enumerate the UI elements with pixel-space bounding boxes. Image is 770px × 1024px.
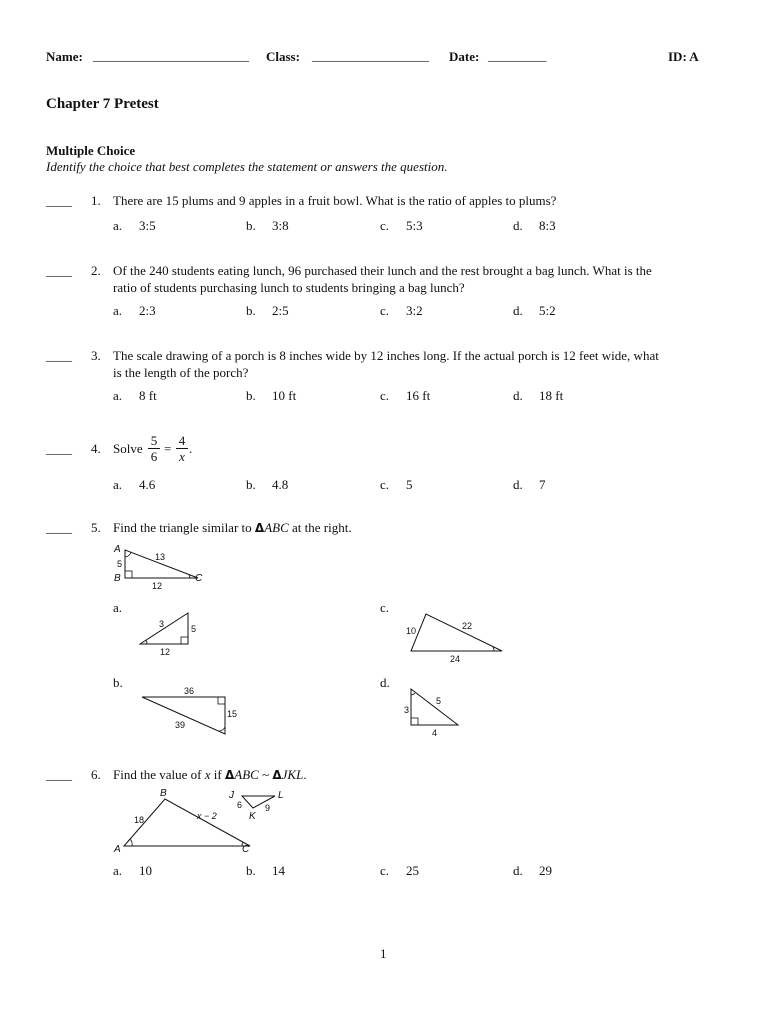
option-b[interactable] bbox=[246, 388, 296, 404]
question-text-line1: The scale drawing of a porch is 8 inches wide by 12 inches long. If the actual porch is 12 feet wide, what bbox=[113, 348, 659, 363]
option-text: 2:3 bbox=[139, 303, 156, 318]
triangle-name: ABC bbox=[264, 520, 289, 535]
choice-a-triangle[interactable] bbox=[135, 610, 215, 660]
option-text: 3:5 bbox=[139, 218, 156, 233]
vertex-l-label: L bbox=[278, 790, 284, 801]
similar-symbol: ~ bbox=[262, 767, 270, 782]
option-a[interactable] bbox=[113, 388, 157, 404]
option-text: 3:8 bbox=[272, 218, 289, 233]
option-letter: d. bbox=[513, 477, 523, 492]
vertex-b-label: B bbox=[114, 573, 121, 584]
option-letter: d. bbox=[513, 218, 523, 233]
vertex-c-label: C bbox=[242, 844, 250, 855]
page-title: Chapter 7 Pretest bbox=[46, 96, 159, 112]
option-text: 29 bbox=[539, 863, 552, 878]
answer-blank[interactable]: ____ bbox=[46, 767, 72, 782]
side-label: 13 bbox=[155, 552, 166, 562]
date-blank[interactable]: _________ bbox=[488, 48, 547, 63]
option-letter: c. bbox=[380, 863, 390, 878]
option-letter: c. bbox=[380, 388, 390, 403]
side-label: 5 bbox=[117, 559, 123, 569]
option-d[interactable] bbox=[513, 388, 563, 404]
option-b[interactable] bbox=[246, 303, 289, 319]
option-letter: b. bbox=[246, 863, 256, 878]
side-label: 15 bbox=[227, 709, 238, 719]
choice-d-triangle[interactable] bbox=[400, 685, 470, 740]
option-a[interactable] bbox=[113, 863, 152, 879]
answer-blank[interactable]: ____ bbox=[46, 520, 72, 535]
side-label: 5 bbox=[191, 624, 197, 634]
question-number: 1. bbox=[91, 193, 101, 208]
option-letter: b. bbox=[246, 477, 256, 492]
triangle-symbol: Δ bbox=[272, 768, 282, 782]
option-b[interactable] bbox=[246, 863, 285, 879]
side-label: 36 bbox=[184, 686, 195, 696]
option-a[interactable] bbox=[113, 303, 156, 319]
side-label: 9 bbox=[265, 803, 271, 813]
side-label: 24 bbox=[450, 654, 461, 664]
vertex-j-label: J bbox=[229, 790, 234, 801]
choice-letter-a[interactable]: a. bbox=[113, 600, 123, 615]
question-number: 2. bbox=[91, 263, 101, 278]
choice-b-triangle[interactable] bbox=[135, 685, 245, 740]
option-letter: d. bbox=[513, 388, 523, 403]
option-text: 2:5 bbox=[272, 303, 289, 318]
answer-blank[interactable]: ____ bbox=[46, 263, 72, 278]
option-letter: b. bbox=[246, 303, 256, 318]
option-c[interactable] bbox=[380, 303, 423, 319]
answer-blank[interactable]: ____ bbox=[46, 441, 72, 456]
page-number: 1 bbox=[380, 946, 387, 961]
question-number: 6. bbox=[91, 767, 101, 782]
question-number: 3. bbox=[91, 348, 101, 363]
option-b[interactable] bbox=[246, 218, 289, 234]
side-label: 22 bbox=[462, 621, 473, 631]
side-label: 4 bbox=[432, 728, 438, 738]
class-label: Class: bbox=[266, 49, 300, 64]
side-label: 5 bbox=[436, 696, 442, 706]
fraction-numerator: 4 bbox=[178, 433, 186, 448]
side-label: 3 bbox=[159, 619, 165, 629]
side-label: 12 bbox=[152, 581, 163, 591]
question-text-line2: ratio of students purchasing lunch to students bringing a bag lunch? bbox=[113, 280, 465, 295]
section-heading: Multiple Choice bbox=[46, 143, 136, 158]
side-label: 12 bbox=[160, 647, 171, 657]
fraction-denominator: x bbox=[176, 448, 188, 464]
question-number: 5. bbox=[91, 520, 101, 535]
question-number: 4. bbox=[91, 441, 101, 456]
option-letter: b. bbox=[246, 388, 256, 403]
option-letter: a. bbox=[113, 863, 123, 878]
option-text: 3:2 bbox=[406, 303, 423, 318]
question-text bbox=[113, 520, 352, 536]
side-label: x − 2 bbox=[197, 811, 217, 821]
option-letter: d. bbox=[513, 863, 523, 878]
question-text-mid: if bbox=[213, 767, 222, 782]
option-c[interactable] bbox=[380, 218, 423, 234]
option-text: 10 ft bbox=[272, 388, 297, 403]
option-text: 4.8 bbox=[272, 477, 289, 492]
choice-letter-d[interactable]: d. bbox=[380, 675, 390, 690]
option-text: 14 bbox=[272, 863, 285, 878]
choice-c-triangle[interactable] bbox=[402, 610, 507, 665]
option-text: 25 bbox=[406, 863, 419, 878]
option-letter: a. bbox=[113, 218, 123, 233]
option-a[interactable] bbox=[113, 218, 156, 234]
option-c[interactable] bbox=[380, 388, 430, 404]
fraction-denominator: 6 bbox=[148, 448, 160, 464]
question-text bbox=[113, 767, 307, 783]
option-text: 5 bbox=[406, 477, 413, 492]
option-letter: a. bbox=[113, 477, 123, 492]
option-text: 7 bbox=[539, 477, 546, 492]
option-text: 18 ft bbox=[539, 388, 564, 403]
equals-sign: = bbox=[164, 441, 172, 456]
fraction-5-6 bbox=[148, 433, 160, 464]
option-letter: b. bbox=[246, 218, 256, 233]
option-letter: a. bbox=[113, 303, 123, 318]
fraction-numerator: 5 bbox=[150, 433, 158, 448]
vertex-b-label: B bbox=[160, 788, 167, 799]
fraction-4-x bbox=[176, 433, 188, 464]
option-c[interactable] bbox=[380, 863, 419, 879]
option-a[interactable] bbox=[113, 477, 155, 493]
triangle-symbol: Δ bbox=[224, 768, 235, 782]
side-label: 39 bbox=[175, 720, 186, 730]
vertex-a-label: A bbox=[114, 844, 121, 855]
option-text: 8:3 bbox=[539, 218, 556, 233]
period: . bbox=[303, 767, 307, 782]
option-letter: c. bbox=[380, 218, 390, 233]
choice-letter-c[interactable]: c. bbox=[380, 600, 390, 615]
option-letter: c. bbox=[380, 477, 390, 492]
name-blank[interactable]: ________________________ bbox=[93, 48, 249, 63]
option-text: 5:3 bbox=[406, 218, 423, 233]
option-text: 5:2 bbox=[539, 303, 556, 318]
vertex-c-label: C bbox=[195, 573, 203, 584]
option-letter: a. bbox=[113, 388, 123, 403]
side-label: 10 bbox=[406, 626, 417, 636]
option-d[interactable] bbox=[513, 218, 556, 234]
triangle-1-name: ABC bbox=[234, 767, 259, 782]
date-label: Date: bbox=[449, 49, 480, 64]
option-letter: d. bbox=[513, 303, 523, 318]
reference-triangle-abc bbox=[110, 540, 210, 592]
similar-triangles-figure bbox=[108, 786, 298, 856]
choice-letter-b[interactable]: b. bbox=[113, 675, 123, 690]
option-b[interactable] bbox=[246, 477, 288, 493]
triangle-2-name: JKL bbox=[281, 767, 304, 782]
vertex-a-label: A bbox=[114, 544, 121, 555]
side-label: 18 bbox=[134, 815, 145, 825]
class-blank[interactable]: __________________ bbox=[312, 48, 429, 63]
period: . bbox=[189, 441, 193, 456]
question-text-prefix: Find the value of bbox=[113, 767, 202, 782]
option-text: 10 bbox=[139, 863, 152, 878]
question-text-line1: Of the 240 students eating lunch, 96 purchased their lunch and the rest brought a bag lunch. What is the bbox=[113, 263, 652, 278]
question-text-suffix: at the right. bbox=[292, 520, 352, 535]
option-text: 8 ft bbox=[139, 388, 157, 403]
id-label: ID: A bbox=[668, 49, 699, 64]
question-text-line2: is the length of the porch? bbox=[113, 365, 249, 380]
option-text: 4.6 bbox=[139, 477, 156, 492]
triangle-symbol: Δ bbox=[254, 521, 265, 535]
answer-blank[interactable]: ____ bbox=[46, 348, 72, 363]
option-c[interactable] bbox=[380, 477, 413, 493]
option-text: 16 ft bbox=[406, 388, 431, 403]
question-text-prefix: Find the triangle similar to bbox=[113, 520, 252, 535]
variable-x: x bbox=[204, 767, 211, 782]
question-text: There are 15 plums and 9 apples in a fruit bowl. What is the ratio of apples to plums? bbox=[113, 193, 557, 208]
option-d[interactable] bbox=[513, 863, 552, 879]
vertex-k-label: K bbox=[249, 811, 256, 822]
option-d[interactable] bbox=[513, 303, 556, 319]
question-text-prefix: Solve bbox=[113, 441, 143, 456]
answer-blank[interactable]: ____ bbox=[46, 193, 72, 208]
option-letter: c. bbox=[380, 303, 390, 318]
section-instructions: Identify the choice that best completes the statement or answers the question. bbox=[46, 159, 448, 174]
name-label: Name: bbox=[46, 49, 83, 64]
side-label: 3 bbox=[404, 705, 410, 715]
option-d[interactable] bbox=[513, 477, 546, 493]
side-label: 6 bbox=[237, 800, 243, 810]
